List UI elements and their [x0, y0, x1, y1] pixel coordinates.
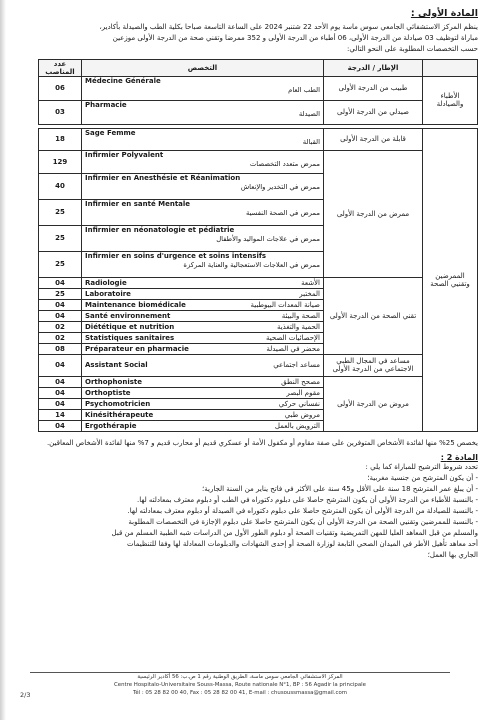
table-header-row [39, 59, 478, 76]
row-count: 129 [39, 150, 82, 173]
specialty-ar: الصحة والبيئة [281, 311, 320, 320]
condition-item: أحد معاهد تأهيل الأطر في الميدان الصحي التابعة لوزارة الصحة أو إحدى الشهادات والدبلومات المعادلة لها وفقا للتنظيمات [127, 539, 478, 548]
specialty-fr: Infirmier en néonatologie et pédiatrie [85, 225, 235, 234]
specialty-fr: Infirmier en soins d'urgence et soins intensifs [85, 251, 267, 260]
positions-table [38, 59, 478, 432]
specialty-fr: Sage Femme [85, 128, 136, 137]
row-specialty [82, 343, 324, 354]
row-count: 25 [39, 288, 82, 299]
row-specialty [82, 199, 324, 225]
specialty-fr: Infirmier en santé Mentale [85, 199, 191, 208]
row-specialty [82, 409, 324, 420]
article1-intro [18, 22, 478, 56]
row-grade: طبيب من الدرجة الأولى [324, 76, 423, 100]
specialty-fr: Radiologie [85, 278, 127, 287]
row-grade: تقني الصحة من الدرجة الأولى [324, 277, 423, 354]
specialty-ar: ممرض في علاجات المواليد والأطفال [216, 234, 320, 243]
footer-address: Centre Hospitalo-Universitaire Souss-Massa, Route nationale N°1, BP : 56 Agadir la principale [114, 682, 366, 688]
specialty-fr: Orthophoniste [85, 377, 142, 386]
article2-title: المادة 2 : [440, 452, 478, 462]
specialty-ar: مقوم البصر [286, 388, 320, 397]
table-row [39, 128, 478, 150]
table-row [39, 277, 478, 288]
specialty-fr: Psychomotricien [85, 399, 151, 408]
specialty-ar: مساعد اجتماعي [273, 361, 320, 370]
row-specialty [82, 321, 324, 332]
specialty-ar: نفساني حركي [278, 399, 320, 408]
specialty-ar: الترويض بالعمل [274, 421, 320, 430]
row-specialty [82, 398, 324, 409]
article1-title: المادة الأولى : [410, 8, 478, 19]
row-specialty [82, 277, 324, 288]
row-specialty [82, 332, 324, 343]
category-doctors: الأطباء والصيادلة [423, 76, 478, 124]
header-specialty: التخصص [82, 59, 324, 76]
row-specialty [82, 420, 324, 431]
footer-contact: Tél : 05 28 82 00 40, Fax : 05 28 82 00 41, E-mail : chusoussmassa@gmail.com [132, 690, 348, 696]
row-count: 04 [39, 376, 82, 387]
row-specialty [82, 100, 324, 124]
row-count: 04 [39, 420, 82, 431]
specialty-fr: Assistant Social [85, 361, 148, 370]
row-count: 03 [39, 100, 82, 124]
row-count: 14 [39, 409, 82, 420]
table-row [39, 376, 478, 387]
row-grade: مروض من الدرجة الأولى [324, 376, 423, 431]
row-grade: صيدلي من الدرجة الأولى [324, 100, 423, 124]
row-count: 04 [39, 310, 82, 321]
condition-item: الجاري بها العمل؛ [427, 550, 478, 559]
specialty-fr: Infirmier en Anesthésie et Réanimation [85, 173, 241, 182]
row-specialty [82, 173, 324, 199]
specialty-fr: Maintenance biomédicale [85, 300, 186, 309]
row-count: 40 [39, 173, 82, 199]
row-grade: مساعد في المجال الطبي الاجتماعي من الدرجة الأولى [324, 354, 423, 376]
row-specialty [82, 387, 324, 398]
page-footer [30, 672, 450, 697]
specialty-fr: Orthoptiste [85, 388, 131, 397]
row-count: 02 [39, 321, 82, 332]
header-count: عدد المناصب [39, 59, 82, 76]
specialty-fr: Infirmier Polyvalent [85, 150, 164, 159]
row-count: 04 [39, 387, 82, 398]
specialty-ar: الطب العام [288, 85, 320, 94]
row-count: 04 [39, 299, 82, 310]
specialty-ar: ممرض في الصحة النفسية [245, 208, 320, 217]
specialty-ar: المختبر [299, 289, 320, 298]
specialty-fr: Diététique et nutrition [85, 322, 175, 331]
table-row [39, 100, 478, 124]
row-count: 04 [39, 398, 82, 409]
specialty-ar: صيانة المعدات البيوطبية [250, 300, 320, 309]
row-count: 25 [39, 251, 82, 277]
specialty-fr: Ergothérapie [85, 421, 137, 430]
row-grade: ممرض من الدرجة الأولى [324, 150, 423, 277]
specialty-ar: محضر في الصيدلة [266, 344, 320, 353]
row-specialty [82, 251, 324, 277]
condition-item: - بالنسبة للممرضين وتقنيي الصحة من الدرجة الأولى أن يكون المترشح حاصلا على دبلوم الإجازة في التخصصات المطلوبة [128, 517, 478, 526]
row-specialty [82, 310, 324, 321]
row-specialty [82, 225, 324, 251]
condition-item: والمسلم من قبل المعاهد العليا للمهن التمريضية وتقنيات الصحة أو دبلوم الطور الأول من الدراسات شبه الطبية المسلم من قبل [111, 528, 478, 537]
table-row [39, 76, 478, 100]
specialty-fr: Santé environnement [85, 311, 171, 320]
condition-item: - بالنسبة للصيادلة من الدرجة الأولى أن يكون المترشح حاصلا على دبلوم دكتوراه في الصيدلة أو دبلوم معترف بمعادلته لها. [127, 506, 478, 515]
specialty-fr: Préparateur en pharmacie [85, 344, 189, 353]
specialty-fr: Kinésithérapeute [85, 410, 154, 419]
specialty-ar: ممرض في العلاجات الاستعجالية والعناية المركزة [183, 260, 320, 269]
specialty-ar: الأشعة [301, 278, 320, 287]
specialty-ar: القبالة [302, 137, 320, 146]
specialty-ar: ممرض متعدد التخصصات [249, 159, 320, 168]
row-specialty [82, 354, 324, 376]
intro-line: مباراة لتوظيف 03 صيادلة من الدرجة الأولى، 06 أطباء من الدرجة الأولى و 352 ممرضا وتقني صحة من الدرجة الأولى موزعين [112, 34, 478, 43]
scan-edge [0, 0, 6, 720]
specialty-fr: Médecine Générale [85, 76, 161, 85]
condition-item: - أن يكون المترشح من جنسية مغربية؛ [367, 473, 478, 482]
specialty-fr: Pharmacie [85, 100, 127, 109]
article2-conditions [18, 473, 478, 561]
row-grade: قابلة من الدرجة الأولى [324, 128, 423, 150]
specialty-ar: مصحح النطق [281, 377, 320, 386]
intro-line: ينظم المركز الاستشفائي الجامعي سوس ماسة يوم الأحد 22 شتنبر 2024 على الساعة التاسعة صباحا بكلية الطب والصيدلة بأكادير، [99, 23, 478, 31]
condition-item: - أن يبلغ عمر المترشح 18 سنة على الأقل و45 سنة على الأكثر في فاتح يناير من السنة الجارية؛ [202, 484, 478, 493]
row-count: 08 [39, 343, 82, 354]
condition-item: - بالنسبة للأطباء من الدرجة الأولى أن يكون المترشح حاصلا على دبلوم دكتوراه في الطب أو دبلوم معترف بمعادلته لها. [136, 495, 478, 504]
specialty-ar: الصيدلة [298, 109, 320, 118]
specialty-ar: الحمية والتغذية [276, 322, 320, 331]
intro-line: حسب التخصصات المطلوبة على النحو التالي: [347, 45, 478, 54]
page-number: 2/3 [20, 691, 31, 699]
row-count: 25 [39, 225, 82, 251]
quota-text: يخصص 25% منها لفائدة الأشخاص المتوفرين على صفة مقاوم أو مكفول الأمة أو عسكري قديم أو محارب قديم و 7% منها لفائدة الأشخاص المعاقين. [46, 438, 478, 447]
table-row [39, 150, 478, 173]
row-count: 02 [39, 332, 82, 343]
row-count: 25 [39, 199, 82, 225]
article2-intro: تحدد شروط الترشيح للمباراة كما يلي : [365, 462, 478, 471]
specialty-fr: Statistiques sanitaires [85, 333, 175, 342]
row-specialty [82, 288, 324, 299]
row-specialty [82, 128, 324, 150]
row-count: 04 [39, 354, 82, 376]
specialty-ar: ممرض في التخدير والإنعاش [240, 182, 320, 191]
specialty-ar: الإحصائيات الصحية [265, 333, 320, 342]
row-count: 04 [39, 277, 82, 288]
specialty-ar: مروض طبي [284, 410, 320, 419]
row-count: 18 [39, 128, 82, 150]
table-row [39, 354, 478, 376]
row-specialty [82, 376, 324, 387]
row-specialty [82, 76, 324, 100]
row-count: 06 [39, 76, 82, 100]
document-page [18, 8, 478, 561]
specialty-fr: Laboratoire [85, 289, 131, 298]
header-category [423, 59, 478, 76]
row-specialty [82, 150, 324, 173]
header-grade: الإطار / الدرجة [324, 59, 423, 76]
footer-arabic-address: المركز الاستشفائي الجامعي سوس ماسة، الطريق الوطنية رقم 1 ص.ب: 56 أكادير الرئيسية [137, 674, 343, 680]
category-nurses: الممرضين وتقنيي الصحة [423, 128, 478, 431]
row-specialty [82, 299, 324, 310]
